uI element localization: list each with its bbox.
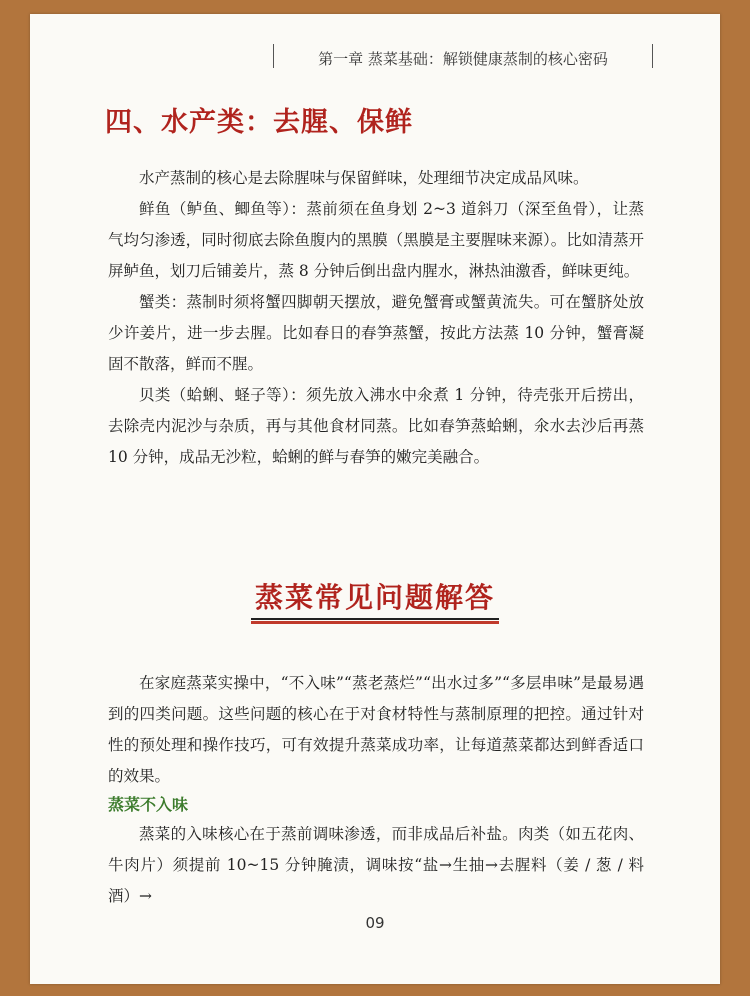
header-divider-left — [273, 44, 274, 68]
fish-paragraph: 鲜鱼（鲈鱼、鲫鱼等）：蒸前须在鱼身划 2~3 道斜刀（深至鱼骨），让蒸气均匀渗透，同时彻底去除鱼腹内的黑膜（黑膜是主要腥味来源）。比如清蒸开屏鲈鱼，划刀后铺姜片，蒸 8 分钟后倒出盘内腥水，淋热油激香，鲜味更纯。 — [108, 200, 644, 280]
header-divider-right — [652, 44, 653, 68]
section-intro-paragraph: 水产蒸制的核心是去除腥味与保留鲜味，处理细节决定成品风味。 — [139, 169, 589, 187]
crab-paragraph: 蟹类：蒸制时须将蟹四脚朝天摆放，避免蟹膏或蟹黄流失。可在蟹脐处放少许姜片，进一步去腥。比如春日的春笋蒸蟹，按此方法蒸 10 分钟，蟹膏凝固不散落，鲜而不腥。 — [108, 293, 644, 373]
chapter-title: 第一章 蒸菜基础：解锁健康蒸制的核心密码 — [318, 49, 608, 68]
shellfish-paragraph: 贝类（蛤蜊、蛏子等）：须先放入沸水中氽煮 1 分钟，待壳张开后捞出，去除壳内泥沙与杂质，再与其他食材同蒸。比如春笋蒸蛤蜊，氽水去沙后再蒸 10 分钟，成品无沙粒，蛤蜊的鲜与春笋的嫩完美融合。 — [108, 386, 644, 466]
qa-title-underline-dark — [251, 618, 499, 620]
running-header — [273, 42, 653, 74]
page-number: 09 — [365, 914, 385, 932]
qa-title-wrapper — [251, 576, 499, 622]
qa-heading — [30, 576, 720, 622]
qa-intro-paragraph: 在家庭蒸菜实操中，“不入味”“蒸老蒸烂”“出水过多”“多层串味”是最易遇到的四类问题。这些问题的核心在于对食材特性与蒸制原理的把控。通过针对性的预处理和操作技巧，可有效提升蒸菜成功率，让每道蒸菜都达到鲜香适口的效果。 — [108, 674, 644, 785]
book-page — [30, 14, 720, 984]
qa-title: 蒸菜常见问题解答 — [254, 581, 495, 614]
qa-body-paragraph: 蒸菜的入味核心在于蒸前调味渗透，而非成品后补盐。肉类（如五花肉、牛肉片）须提前 10~15 分钟腌渍，调味按“盐→生抽→去腥料（姜 / 葱 / 料酒）→ — [108, 825, 644, 905]
section-title: 四、水产类：去腥、保鲜 — [105, 107, 413, 138]
qa-title-underline-red — [251, 621, 499, 624]
qa-subheading: 蒸菜不入味 — [108, 795, 189, 814]
